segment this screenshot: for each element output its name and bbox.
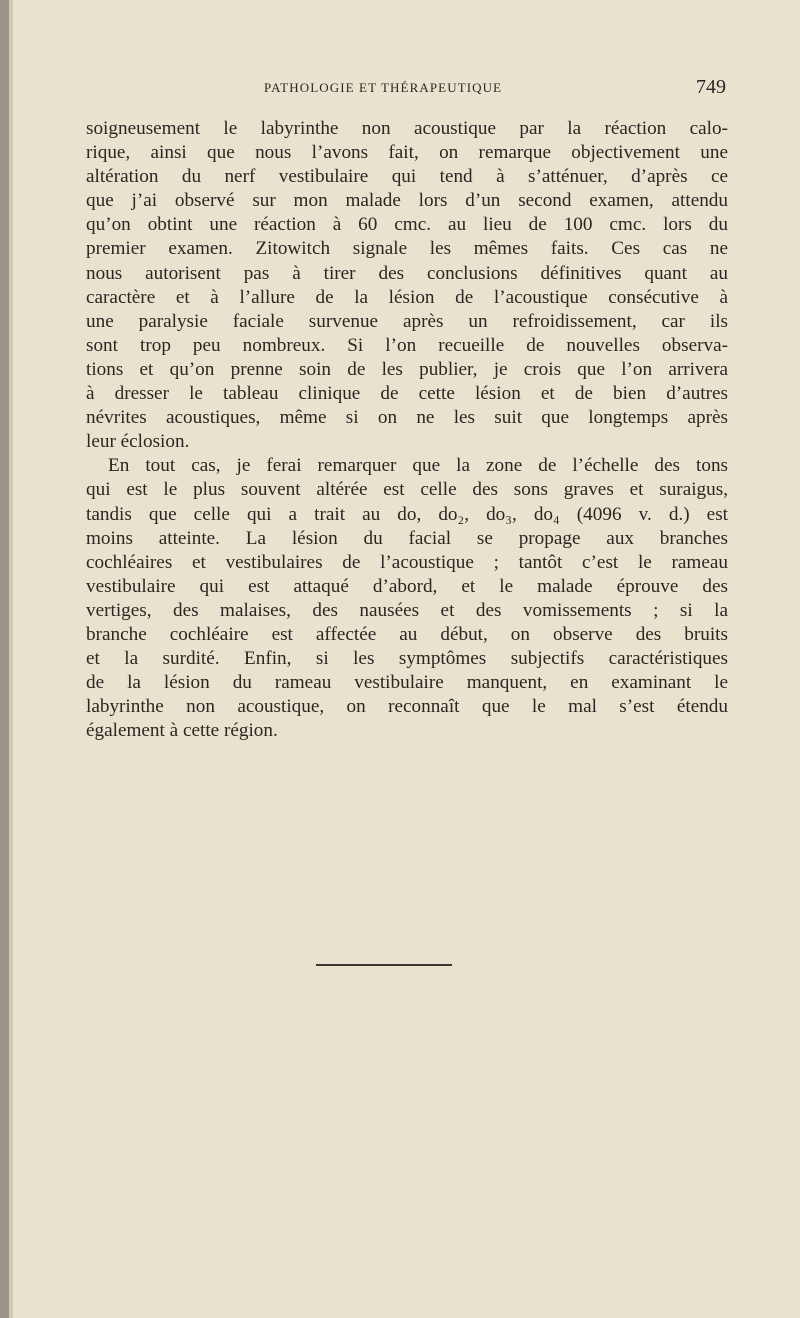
running-head [86,76,728,100]
page-binding-shadow [9,0,13,1318]
section-separator-rule [316,964,452,966]
text-line: premier examen. Zitowitch signale les mêmes faits. Ces cas ne [86,238,728,260]
text-line: moins atteinte. La lésion du facial se propage aux branches [86,527,728,549]
text-line: nous autorisent pas à tirer des conclusions définitives quant au [86,262,728,284]
text-line: névrites acoustiques, même si on ne les suit que longtemps après [86,407,728,429]
text-line: tions et qu’on prenne soin de les publier, je crois que l’on arrivera [86,358,728,380]
text-line: vestibulaire qui est attaqué d’abord, et le malade éprouve des [86,575,728,597]
text-line: de la lésion du rameau vestibulaire manquent, en examinant le [86,672,728,694]
text-line: cochléaires et vestibulaires de l’acoustique ; tantôt c’est le rameau [86,551,728,573]
text-line: également à cette région. [86,720,278,742]
paragraph-2 [86,454,728,743]
text-line: qu’on obtint une réaction à 60 cmc. au lieu de 100 cmc. lors du [86,214,728,236]
text-line: que j’ai observé sur mon malade lors d’un second examen, attendu [86,190,728,212]
text-line: une paralysie faciale survenue après un refroidissement, car ils [86,310,728,332]
body-text [86,117,728,743]
text-line: altération du nerf vestibulaire qui tend à s’atténuer, d’après ce [86,166,728,188]
text-line: et la surdité. Enfin, si les symptômes subjectifs caractéristiques [86,648,728,670]
text-line: labyrinthe non acoustique, on reconnaît que le mal s’est étendu [86,696,728,718]
text-line: tandis que celle qui a trait au do, do₂, do₃, do₄ (4096 v. d.) est [86,503,728,525]
text-line: caractère et à l’allure de la lésion de l’acoustique consécutive à [86,286,728,308]
text-line: soigneusement le labyrinthe non acoustique par la réaction calo- [86,118,728,139]
text-line: leur éclosion. [86,431,190,453]
text-line: branche cochléaire est affectée au début, on observe des bruits [86,623,728,645]
paragraph-1 [86,117,728,454]
text-line: à dresser le tableau clinique de cette lésion et de bien d’autres [86,383,728,405]
text-line: sont trop peu nombreux. Si l’on recueille de nouvelles observa- [86,334,728,356]
text-line: En tout cas, je ferai remarquer que la zone de l’échelle des tons [108,455,728,477]
running-title: PATHOLOGIE ET THÉRAPEUTIQUE [264,80,503,95]
text-line: qui est le plus souvent altérée est celle des sons graves et suraigus, [86,479,728,501]
page-number: 749 [696,76,726,98]
text-line: vertiges, des malaises, des nausées et des vomissements ; si la [86,599,728,621]
page-binding-edge [0,0,9,1318]
text-line: rique, ainsi que nous l’avons fait, on remarque objectivement une [86,142,728,164]
